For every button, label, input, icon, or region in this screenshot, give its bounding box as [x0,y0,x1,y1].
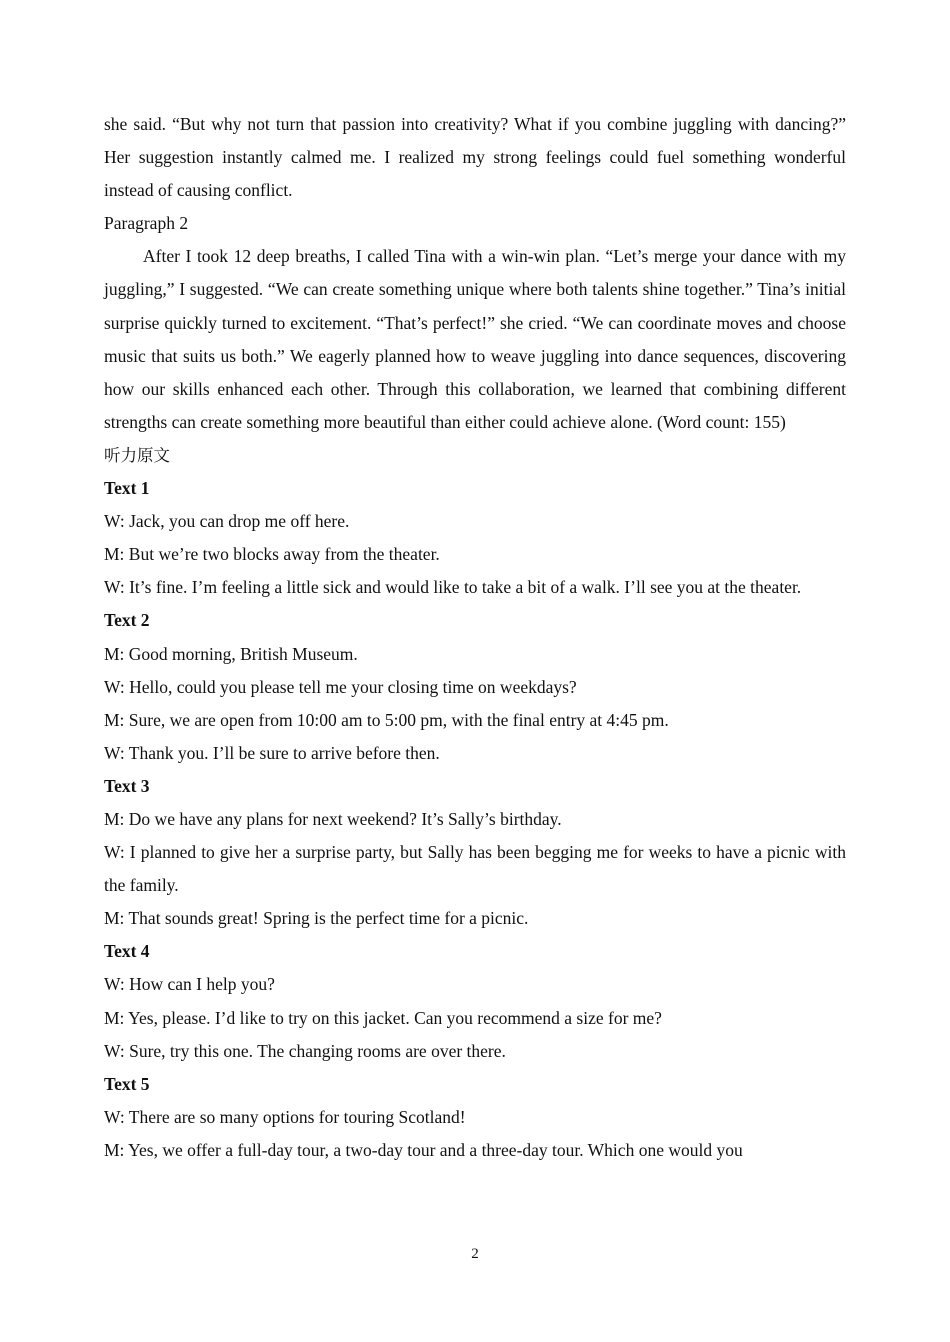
dialogue-line: W: I planned to give her a surprise party, but Sally has been begging me for weeks to have a picnic with the family. [104,842,846,896]
dialogue-line: W: Hello, could you please tell me your closing time on weekdays? [104,676,577,697]
dialogue-line: M: Sure, we are open from 10:00 am to 5:00 pm, with the final entry at 4:45 pm. [104,709,669,730]
dialogue-line: M: But we’re two blocks away from the theater. [104,544,440,565]
dialogue-line: M: Do we have any plans for next weekend? It’s Sally’s birthday. [104,808,562,829]
paragraph-2-label: Paragraph 2 [104,213,189,234]
dialogue-line: W: Thank you. I’ll be sure to arrive before then. [104,742,440,763]
document-page [104,108,846,1167]
dialogue-line: W: Jack, you can drop me off here. [104,511,350,532]
text-2-heading: Text 2 [104,610,150,631]
transcript-title: 听力原文 [104,445,170,465]
text-5-heading: Text 5 [104,1073,150,1094]
dialogue-line: W: How can I help you? [104,974,275,995]
page-number: 2 [471,1246,479,1262]
dialogue-line: M: That sounds great! Spring is the perfect time for a picnic. [104,908,529,929]
dialogue-line: M: Good morning, British Museum. [104,643,358,664]
text-1-heading: Text 1 [104,478,150,499]
dialogue-line: M: Yes, we offer a full-day tour, a two-day tour and a three-day tour. Which one would you [104,1139,743,1160]
text-3-heading: Text 3 [104,775,150,796]
essay-paragraph-2: After I took 12 deep breaths, I called Tina with a win-win plan. “Let’s merge your dance with my juggling,” I suggested. “We can create something unique where both talents shine together.” Tina’s initial surprise quickly turned to excitement. “That’s perfect!” she cried. “We can coordinate moves and choose music that suits us both.” We eagerly planned how to weave juggling into dance sequences, discovering how our skills enhanced each other. Through this collaboration, we learned that combining different strengths can create something more beautiful than either could achieve alone. (Word count: 155) [104,246,846,432]
text-4-heading: Text 4 [104,941,150,962]
dialogue-line: W: Sure, try this one. The changing rooms are over there. [104,1040,506,1061]
dialogue-line: W: There are so many options for touring Scotland! [104,1106,466,1127]
dialogue-line: M: Yes, please. I’d like to try on this jacket. Can you recommend a size for me? [104,1007,662,1028]
dialogue-line: W: It’s fine. I’m feeling a little sick and would like to take a bit of a walk. I’ll see you at the theater. [104,577,802,598]
essay-paragraph-1-tail: she said. “But why not turn that passion into creativity? What if you combine juggling with dancing?” Her suggestion instantly calmed me. I realized my strong feelings could fuel something wonderful instead of causing conflict. [104,114,846,201]
